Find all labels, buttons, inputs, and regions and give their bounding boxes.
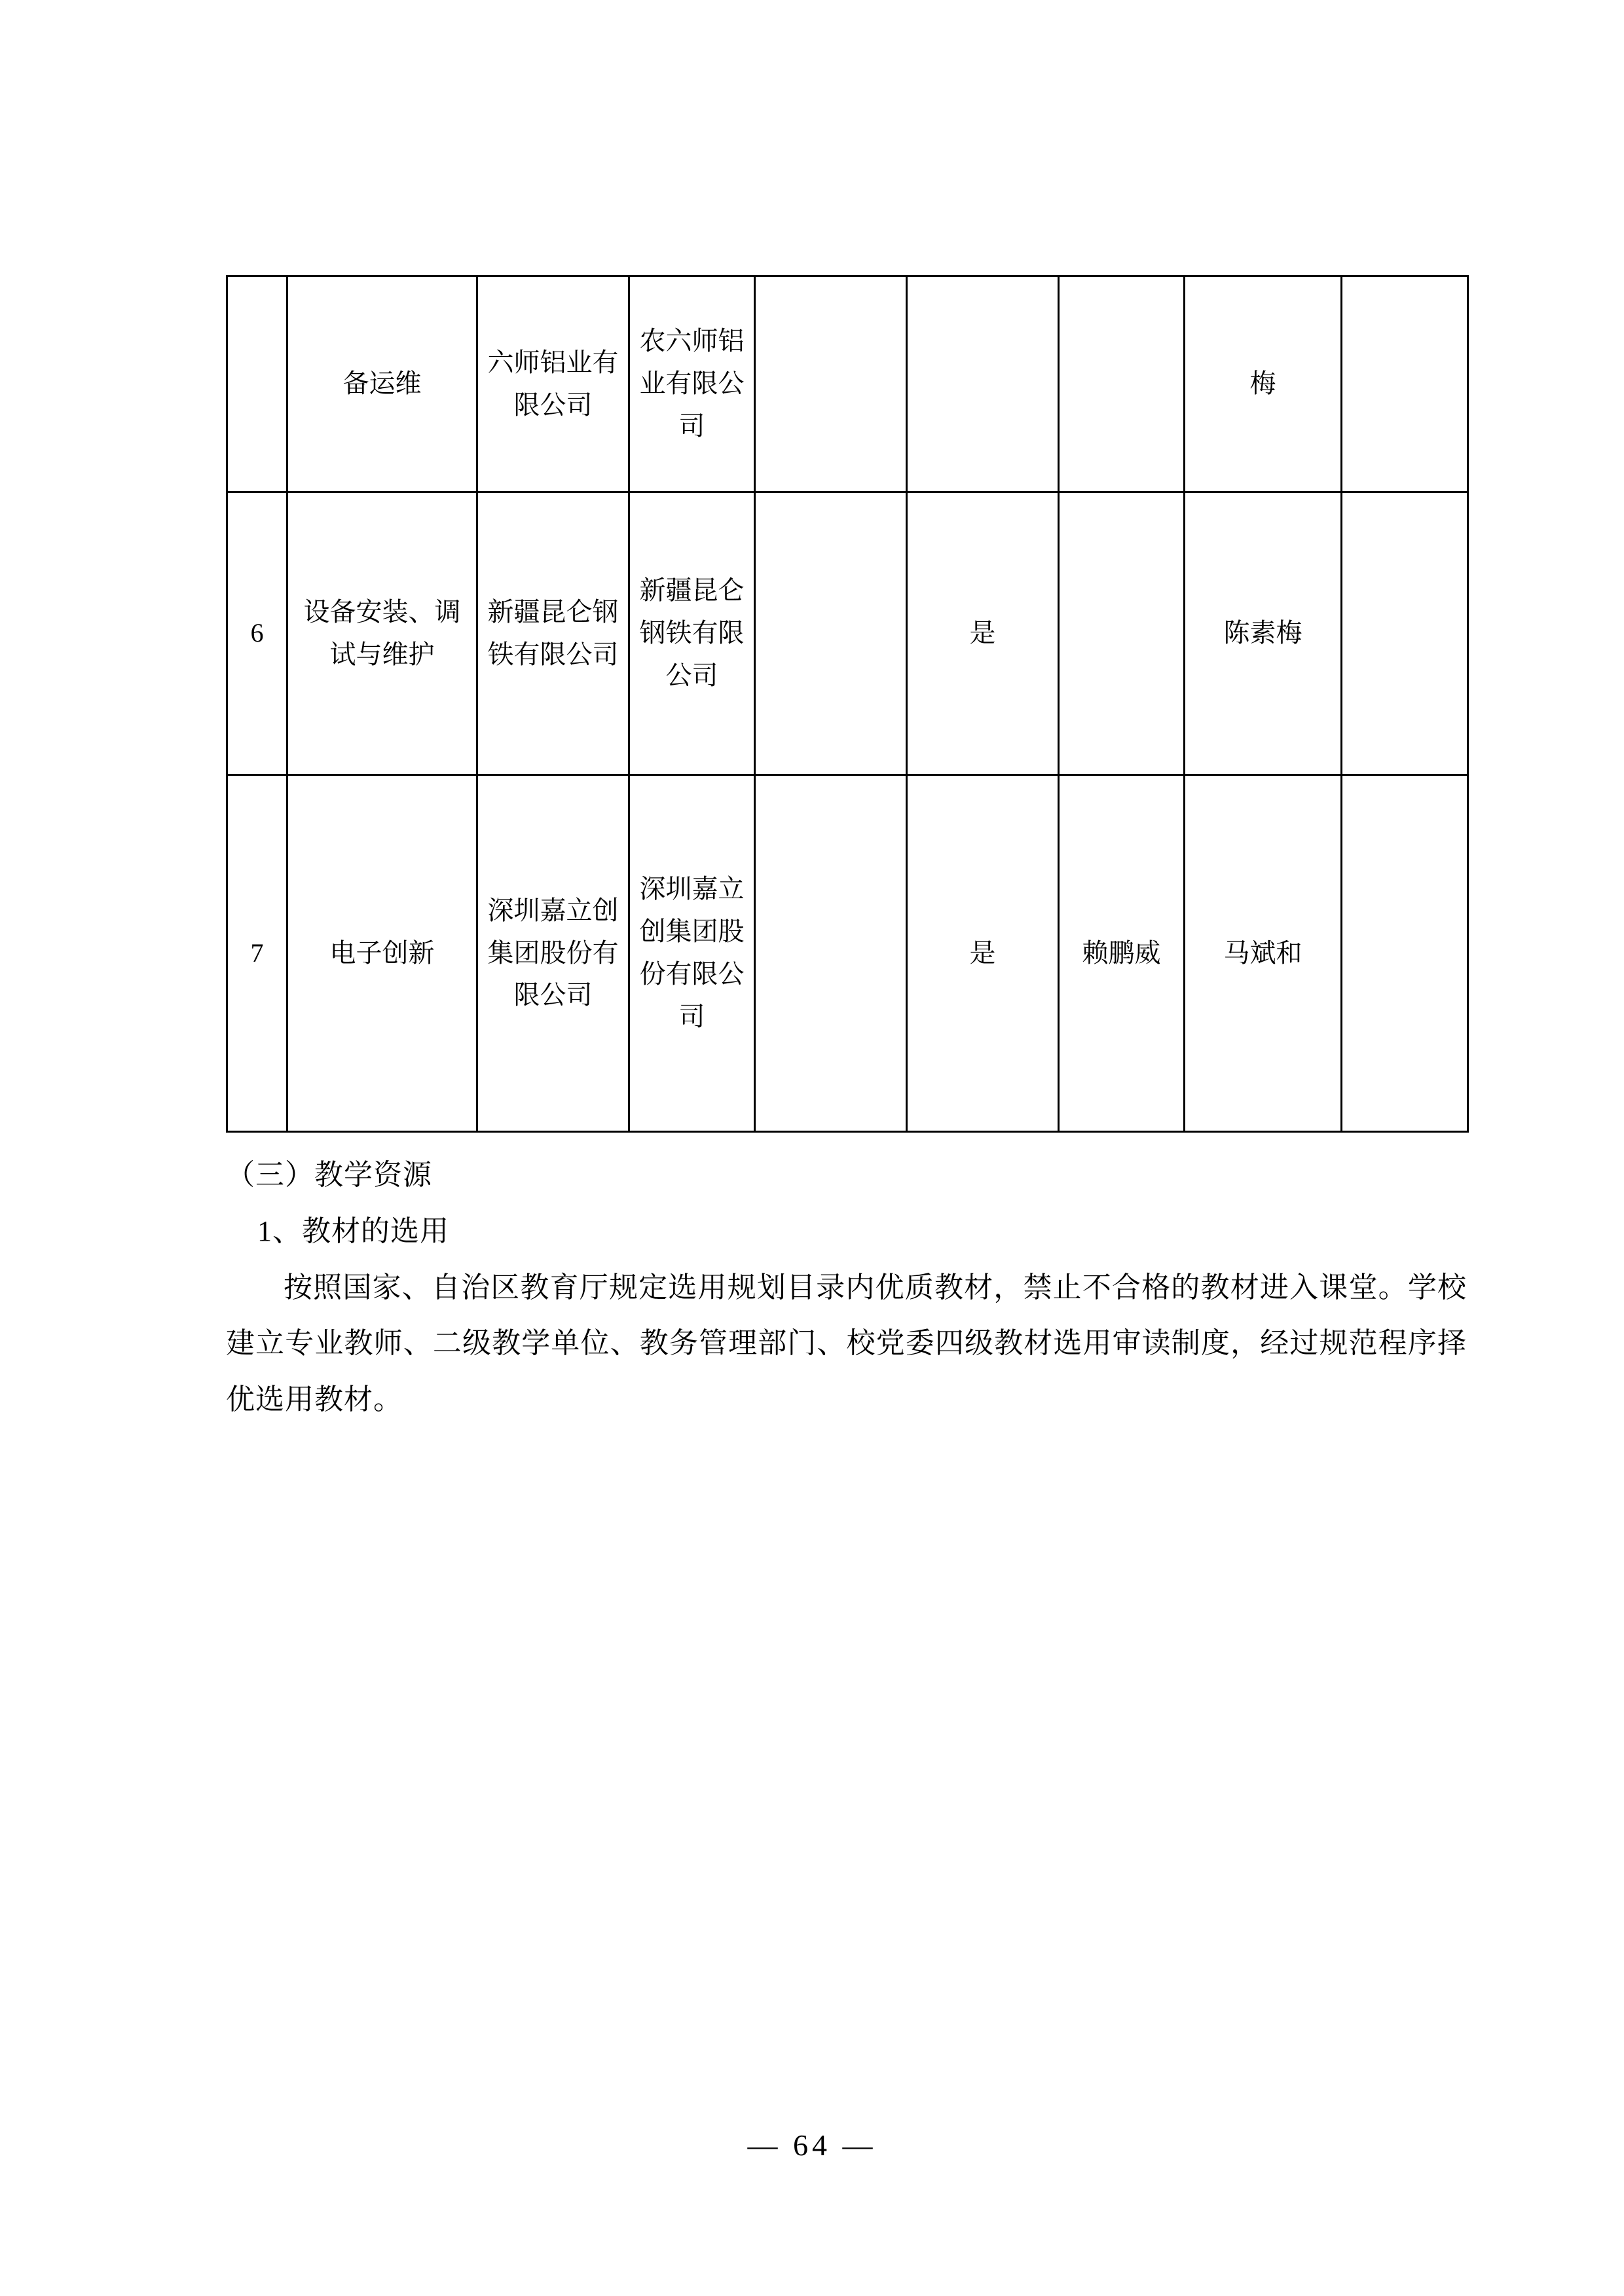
table-row [227,492,1468,775]
page-number: — 64 — [747,2128,877,2162]
cell-col6: 是 [907,775,1059,1132]
cell-col6: 是 [907,492,1059,775]
cell-project: 备运维 [287,276,477,492]
cell-person: 陈素梅 [1185,492,1342,775]
cell-company: 六师铝业有限公司 [477,276,629,492]
cell-project: 设备安装、调试与维护 [287,492,477,775]
cell-company: 新疆昆仑钢铁有限公司 [477,492,629,775]
cell-col9 [1342,492,1468,775]
table-row [227,276,1468,492]
subsection-heading-textbook-selection: 1、教材的选用 [257,1214,449,1247]
page-content [226,275,1467,1428]
cell-col5 [755,775,907,1132]
section-heading-teaching-resources: （三）教学资源 [226,1159,432,1191]
cell-col7 [1059,492,1185,775]
cell-col5 [755,276,907,492]
cell-col5 [755,492,907,775]
table-row [227,775,1468,1132]
cell-col6 [907,276,1059,492]
cell-person: 梅 [1185,276,1342,492]
cell-company: 深圳嘉立创集团股份有限公司 [477,775,629,1132]
cell-company-full: 新疆昆仑钢铁有限公司 [629,492,755,775]
cell-col9 [1342,276,1468,492]
cell-project: 电子创新 [287,775,477,1132]
cell-company-full: 深圳嘉立创集团股份有限公司 [629,775,755,1132]
cell-col7 [1059,276,1185,492]
cell-index [227,276,287,492]
cell-col9 [1342,775,1468,1132]
cell-index: 7 [227,775,287,1132]
cell-company-full: 农六师铝业有限公司 [629,276,755,492]
cell-person: 马斌和 [1185,775,1342,1132]
cooperation-table [226,275,1469,1133]
body-paragraph-textbook-policy: 按照国家、自治区教育厅规定选用规划目录内优质教材，禁止不合格的教材进入课堂。学校建立专业教师、二级教学单位、教务管理部门、校党委四级教材选用审读制度，经过规范程序择优选用教材。 [226,1271,1467,1416]
cell-index: 6 [227,492,287,775]
cell-col7: 赖鹏威 [1059,775,1185,1132]
